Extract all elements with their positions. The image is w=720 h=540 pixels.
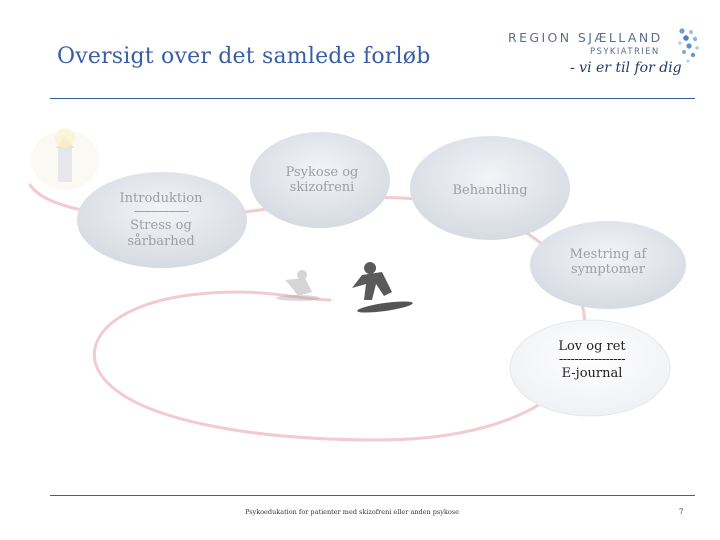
footer-divider	[50, 495, 695, 496]
logo-name: REGION SJÆLLAND	[508, 30, 663, 45]
footer-text: Psykoedukation for patienter med skizofreni eller anden psykose	[245, 508, 459, 516]
node-psykose-line2: skizofreni	[289, 180, 355, 196]
node-intro-sublabel-2: sårbarhed	[127, 233, 195, 249]
node-psykose	[262, 165, 382, 196]
node-mestring-line2: symptomer	[571, 262, 645, 278]
node-lov-line2: E-journal	[561, 366, 623, 382]
node-psykose-line1: Psykose og	[285, 165, 359, 180]
slide-title: Oversigt over det samlede forløb	[57, 44, 431, 69]
node-behandling	[430, 183, 550, 198]
node-mestring	[548, 247, 668, 278]
node-lov-line1: Lov og ret	[558, 339, 626, 354]
node-mestring-line1: Mestring af	[569, 247, 647, 262]
surfer-shadow-icon	[276, 270, 320, 301]
page-number: 7	[679, 508, 684, 516]
node-intro-label: Introduktion	[119, 191, 203, 206]
logo-subtitle: PSYKIATRIEN	[590, 47, 660, 57]
node-behandling-label: Behandling	[452, 183, 528, 198]
node-intro-separator: ----------------	[133, 204, 189, 220]
lighthouse-icon	[31, 128, 99, 190]
node-intro-sublabel-1: Stress og	[130, 218, 192, 234]
node-lov-og-ret	[518, 339, 666, 382]
node-introduction	[96, 191, 226, 249]
surfer-icon	[335, 255, 415, 320]
logo-slogan: - vi er til for dig	[570, 60, 682, 76]
node-lov-separator: -----------------	[558, 352, 626, 368]
